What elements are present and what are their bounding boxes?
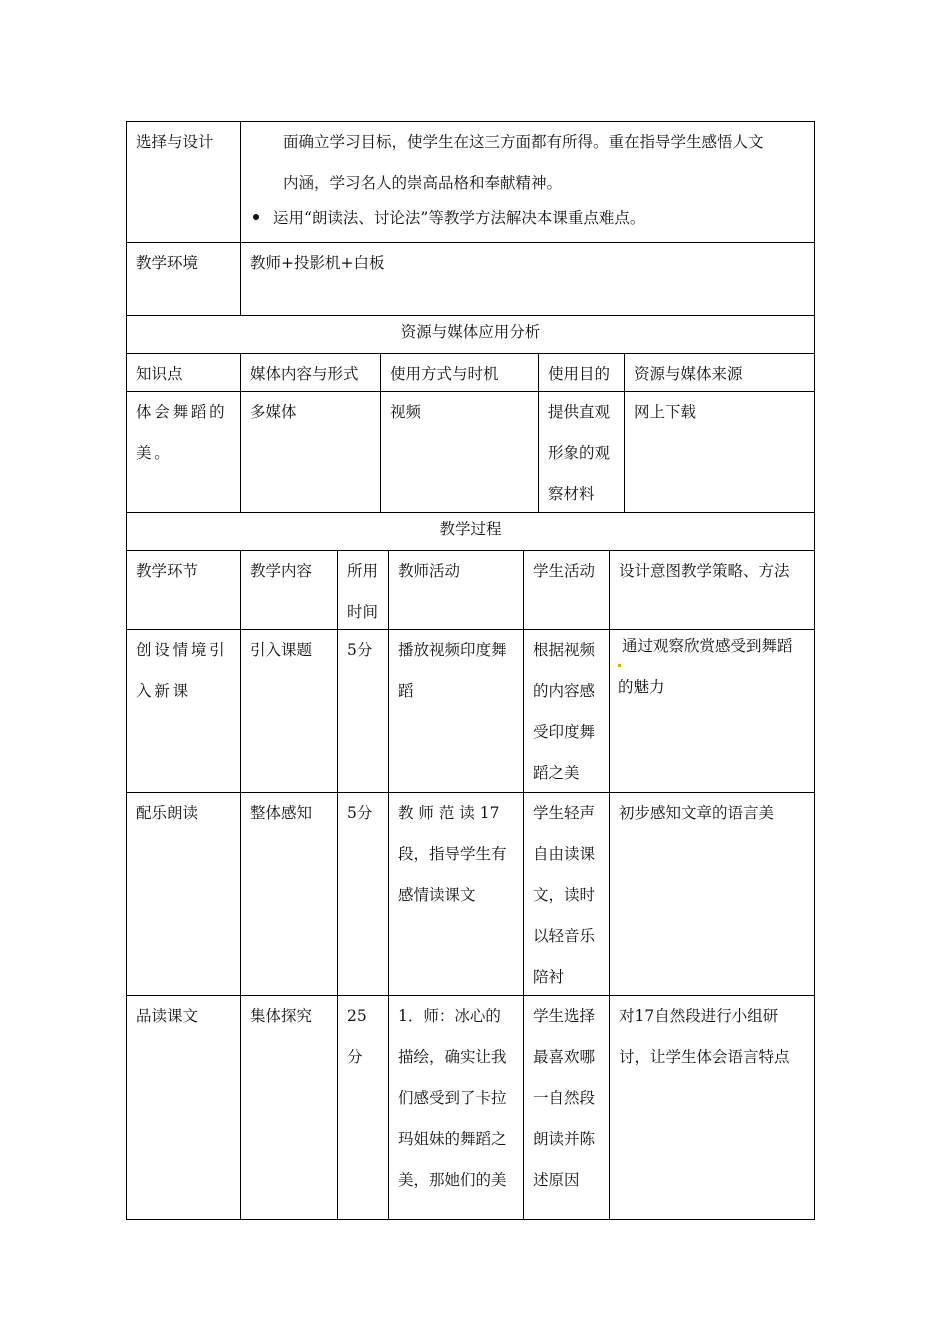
- intent-cell: [610, 630, 814, 792]
- media-source-cell: [625, 392, 814, 512]
- time-cell: [338, 630, 389, 792]
- media-header-point: 知识点: [136, 365, 183, 383]
- process-row: [126, 792, 815, 995]
- environment-value: 教师+投影机+白板: [250, 254, 385, 272]
- intent-line: 的魅力: [618, 678, 665, 696]
- student-line: 一自然段: [533, 1089, 596, 1107]
- process-header-cell: [610, 551, 814, 629]
- environment-label: 教学环境: [136, 254, 199, 272]
- content-cell: [241, 793, 338, 995]
- time-text: 5分: [347, 641, 373, 659]
- media-title-row: [126, 315, 815, 353]
- student-line: 自由读课: [533, 845, 596, 863]
- student-cell: [524, 996, 610, 1219]
- process-header-cell: [127, 551, 241, 629]
- process-row: [126, 995, 815, 1220]
- media-header-cell: [127, 354, 241, 391]
- stage-cell: [127, 793, 241, 995]
- student-line: 受印度舞: [533, 723, 596, 741]
- media-point-cell: [127, 392, 241, 512]
- media-header-row: [126, 353, 815, 391]
- student-line: 述原因: [533, 1171, 580, 1189]
- media-point-line: 美。: [136, 444, 173, 462]
- content-text: 集体探究: [250, 1007, 313, 1025]
- teacher-cell: [389, 793, 524, 995]
- intent-line-wrap: [618, 626, 806, 667]
- process-header-time: 所用: [347, 562, 379, 580]
- student-line: 学生选择: [533, 1007, 596, 1025]
- student-line: 学生轻声: [533, 804, 596, 822]
- media-content: 多媒体: [250, 403, 297, 421]
- design-row: [126, 121, 815, 242]
- process-title-row: [126, 512, 815, 550]
- media-header-content: 媒体内容与形式: [250, 365, 359, 383]
- student-line: 蹈之美: [533, 764, 580, 782]
- media-source: 网上下载: [634, 403, 697, 421]
- content-text: 整体感知: [250, 804, 313, 822]
- content-cell: [241, 630, 338, 792]
- student-line: 的内容感: [533, 682, 596, 700]
- process-header-cell: [524, 551, 610, 629]
- stage-line: 创设情境引: [136, 641, 228, 659]
- process-header-content: 教学内容: [250, 562, 313, 580]
- media-purpose-cell: [539, 392, 625, 512]
- intent-cell: [610, 996, 814, 1219]
- time-text: 25: [347, 1007, 367, 1025]
- process-header-cell: [389, 551, 524, 629]
- teacher-line: 段，指导学生有: [398, 845, 507, 863]
- media-purpose-line: 提供直观: [548, 403, 611, 421]
- teacher-line: 感情读课文: [398, 886, 476, 904]
- media-data-row: [126, 391, 815, 512]
- process-header-cell: [338, 551, 389, 629]
- process-header-row: [126, 550, 815, 629]
- media-purpose-line: 形象的观: [548, 444, 611, 462]
- process-header-cell: [241, 551, 338, 629]
- bullet-icon: [253, 214, 259, 220]
- design-content-cell: [241, 122, 814, 242]
- process-header-student: 学生活动: [533, 562, 596, 580]
- stage-line: 入新课: [136, 682, 191, 700]
- design-line-1: 面确立学习目标，使学生在这三方面都有所得。重在指导学生感悟人文: [283, 133, 764, 151]
- media-header-cell: [381, 354, 539, 391]
- student-line: 根据视频: [533, 641, 596, 659]
- media-purpose-line: 察材料: [548, 485, 595, 503]
- teacher-line: 们感受到了卡拉: [398, 1089, 507, 1107]
- media-method: 视频: [390, 403, 422, 421]
- environment-label-cell: [127, 243, 241, 315]
- teacher-line: 蹈: [398, 682, 414, 700]
- media-method-cell: [381, 392, 539, 512]
- process-header-time: 时间: [347, 603, 379, 621]
- media-content-cell: [241, 392, 381, 512]
- student-line: 以轻音乐: [533, 927, 596, 945]
- process-header-intent: 设计意图教学策略、方法: [619, 562, 790, 580]
- teacher-line: 美，那她们的美: [398, 1171, 507, 1189]
- student-line: 陪衬: [533, 968, 565, 986]
- student-line: 文，读时: [533, 886, 596, 904]
- media-header-cell: [625, 354, 814, 391]
- student-cell: [524, 793, 610, 995]
- time-text: 5分: [347, 804, 373, 822]
- stage-line: 配乐朗读: [136, 804, 199, 822]
- student-line: 最喜欢哪: [533, 1048, 596, 1066]
- teacher-cell: [389, 630, 524, 792]
- teacher-line: 玛姐妹的舞蹈之: [398, 1130, 507, 1148]
- media-point-line: 体会舞蹈的: [136, 403, 228, 421]
- time-cell: [338, 793, 389, 995]
- design-line-3: 运用“朗读法、讨论法”等教学方法解决本课重点难点。: [273, 209, 646, 227]
- teacher-line: 1．师：冰心的: [398, 1007, 501, 1025]
- media-title: 资源与媒体应用分析: [400, 323, 541, 341]
- environment-row: [126, 242, 815, 315]
- teacher-line: 教 师 范 读 17: [398, 804, 500, 822]
- process-header-stage: 教学环节: [136, 562, 199, 580]
- content-cell: [241, 996, 338, 1219]
- content-text: 引入课题: [250, 641, 313, 659]
- process-row: [126, 629, 815, 792]
- media-header-source: 资源与媒体来源: [634, 365, 743, 383]
- teacher-line: 播放视频印度舞: [398, 641, 507, 659]
- design-label-cell: [127, 122, 241, 242]
- time-cell: [338, 996, 389, 1219]
- stage-line: 品读课文: [136, 1007, 199, 1025]
- intent-line: 初步感知文章的语言美: [619, 804, 775, 822]
- design-line-2: 内涵，学习名人的崇高品格和奉献精神。: [283, 174, 563, 192]
- teacher-line: 描绘，确实让我: [398, 1048, 507, 1066]
- environment-value-cell: [241, 243, 814, 315]
- stage-cell: [127, 630, 241, 792]
- student-cell: [524, 630, 610, 792]
- teacher-cell: [389, 996, 524, 1219]
- intent-line: 通过观察欣赏感受到舞蹈: [622, 637, 793, 655]
- intent-line: 讨，让学生体会语言特点: [619, 1048, 790, 1066]
- media-header-purpose: 使用目的: [548, 365, 611, 383]
- media-header-method: 使用方式与时机: [390, 365, 499, 383]
- media-header-cell: [241, 354, 381, 391]
- intent-line: 对17自然段进行小组研: [619, 1007, 779, 1025]
- process-title: 教学过程: [439, 520, 502, 538]
- time-text: 分: [347, 1048, 363, 1066]
- process-header-teacher: 教师活动: [398, 562, 461, 580]
- stage-cell: [127, 996, 241, 1219]
- student-line: 朗读并陈: [533, 1130, 596, 1148]
- intent-cell: [610, 793, 814, 995]
- media-header-cell: [539, 354, 625, 391]
- design-label: 选择与设计: [136, 133, 214, 151]
- design-bullet-item: [253, 198, 806, 239]
